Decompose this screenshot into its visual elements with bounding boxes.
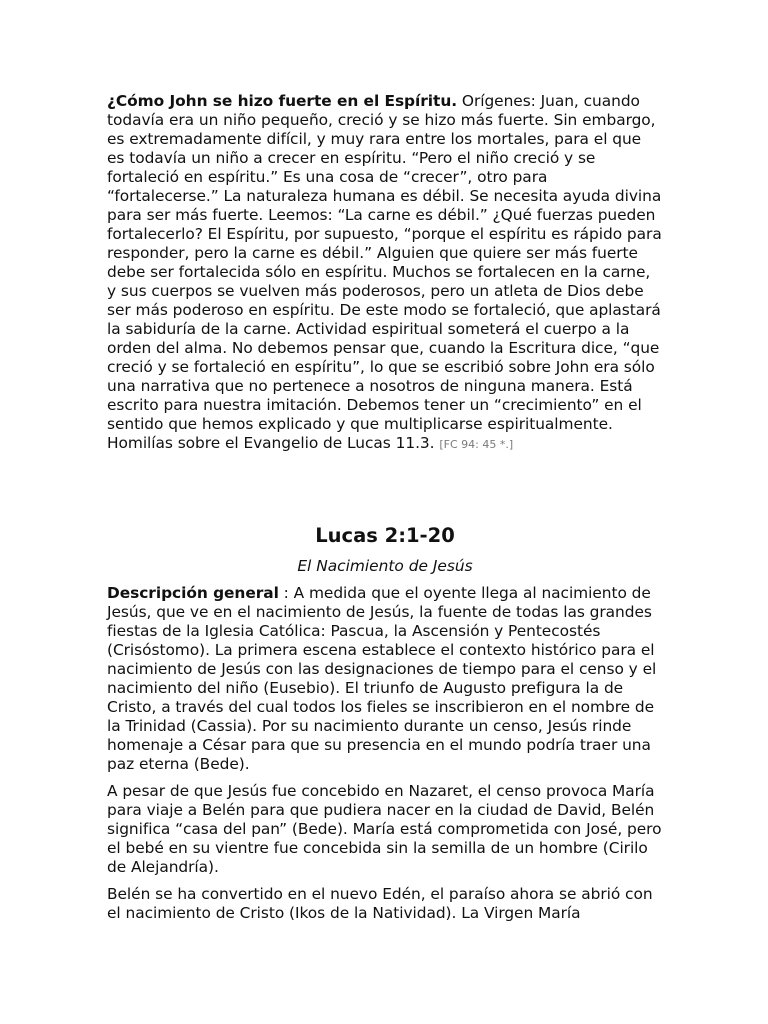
section-subtitle: El Nacimiento de Jesús — [297, 557, 473, 575]
paragraph-3: Belén se ha convertido en el nuevo Edén, el paraíso ahora se abrió con el nacimiento de Cristo (Ikos de la Natividad). La Virgen María — [107, 885, 653, 922]
paragraph-2: A pesar de que Jesús fue concebido en Nazaret, el censo provoca María para viaje a Belén para que pudiera nacer en la ciudad de David, Belén significa “casa del pan” (Bede). María está comprometida con José, pero el bebé en su vientre fue concebida sin la semilla de un hombre (Cirilo de Alejandría). — [107, 782, 662, 876]
overview-label: Descripción general — [107, 584, 279, 602]
overview-text: : A medida que el oyente llega al nacimiento de Jesús, que ve en el nacimiento de Jesús, la fuente de todas las grandes fiestas de la Iglesia Católica: Pascua, la Ascensión y Pentecostés (Crisóstomo). La primera escena establece el contexto histórico para el nacimiento de Jesús con las designaciones de tiempo para el censo y el nacimiento del niño (Eusebio). El triunfo de Augusto prefigura la de Cristo, a través del cual todos los fieles se inscribieron en el nombre de la Trinidad (Cassia). Por su nacimiento durante un censo, Jesús rinde homenaje a César para que su presencia en el mundo podría traer una paz eterna (Bede). — [107, 584, 657, 773]
intro-bold-title: ¿Cómo John se hizo fuerte en el Espíritu. — [107, 92, 458, 110]
intro-paragraph — [107, 92, 663, 454]
intro-reference: [FC 94: 45 *.] — [439, 438, 514, 451]
intro-section — [107, 92, 663, 454]
section-body — [107, 584, 663, 923]
section-title: Lucas 2:1-20 — [315, 524, 455, 547]
intro-body-text: Orígenes: Juan, cuando todavía era un niño pequeño, creció y se hizo más fuerte. Sin embargo, es extremadamente difícil, y muy rara entre los mortales, para el que es todavía un niño a crecer en espíritu. “Pero el niño creció y se fortaleció en espíritu.” Es una cosa de “crecer”, otro para “fortalecerse.” La naturaleza humana es débil. Se necesita ayuda divina para ser más fuerte. Leemos: “La carne es débil.” ¿Qué fuerzas pueden fortalecerlo? El Espíritu, por supuesto, “porque el espíritu es rápido para responder, pero la carne es débil.” Alguien que quiere ser más fuerte debe ser fortalecida sólo en espíritu. Muchos se fortalecen en la carne, y sus cuerpos se vuelven más poderosos, pero un atleta de Dios debe ser más poderoso en espíritu. De este modo se fortaleció, que aplastará la sabiduría de la carne. Actividad espiritual someterá el cuerpo a la orden del alma. No debemos pensar que, cuando la Escritura dice, “que creció y se fortaleció en espíritu”, lo que se escribió sobre John era sólo una narrativa que no pertenece a nosotros de ninguna manera. Está escrito para nuestra imitación. Debemos tener un “crecimiento” en el sentido que hemos explicado y que multiplicarse espiritualmente. Homilías sobre el Evangelio de Lucas 11.3. — [107, 92, 662, 452]
overview-paragraph — [107, 584, 663, 774]
